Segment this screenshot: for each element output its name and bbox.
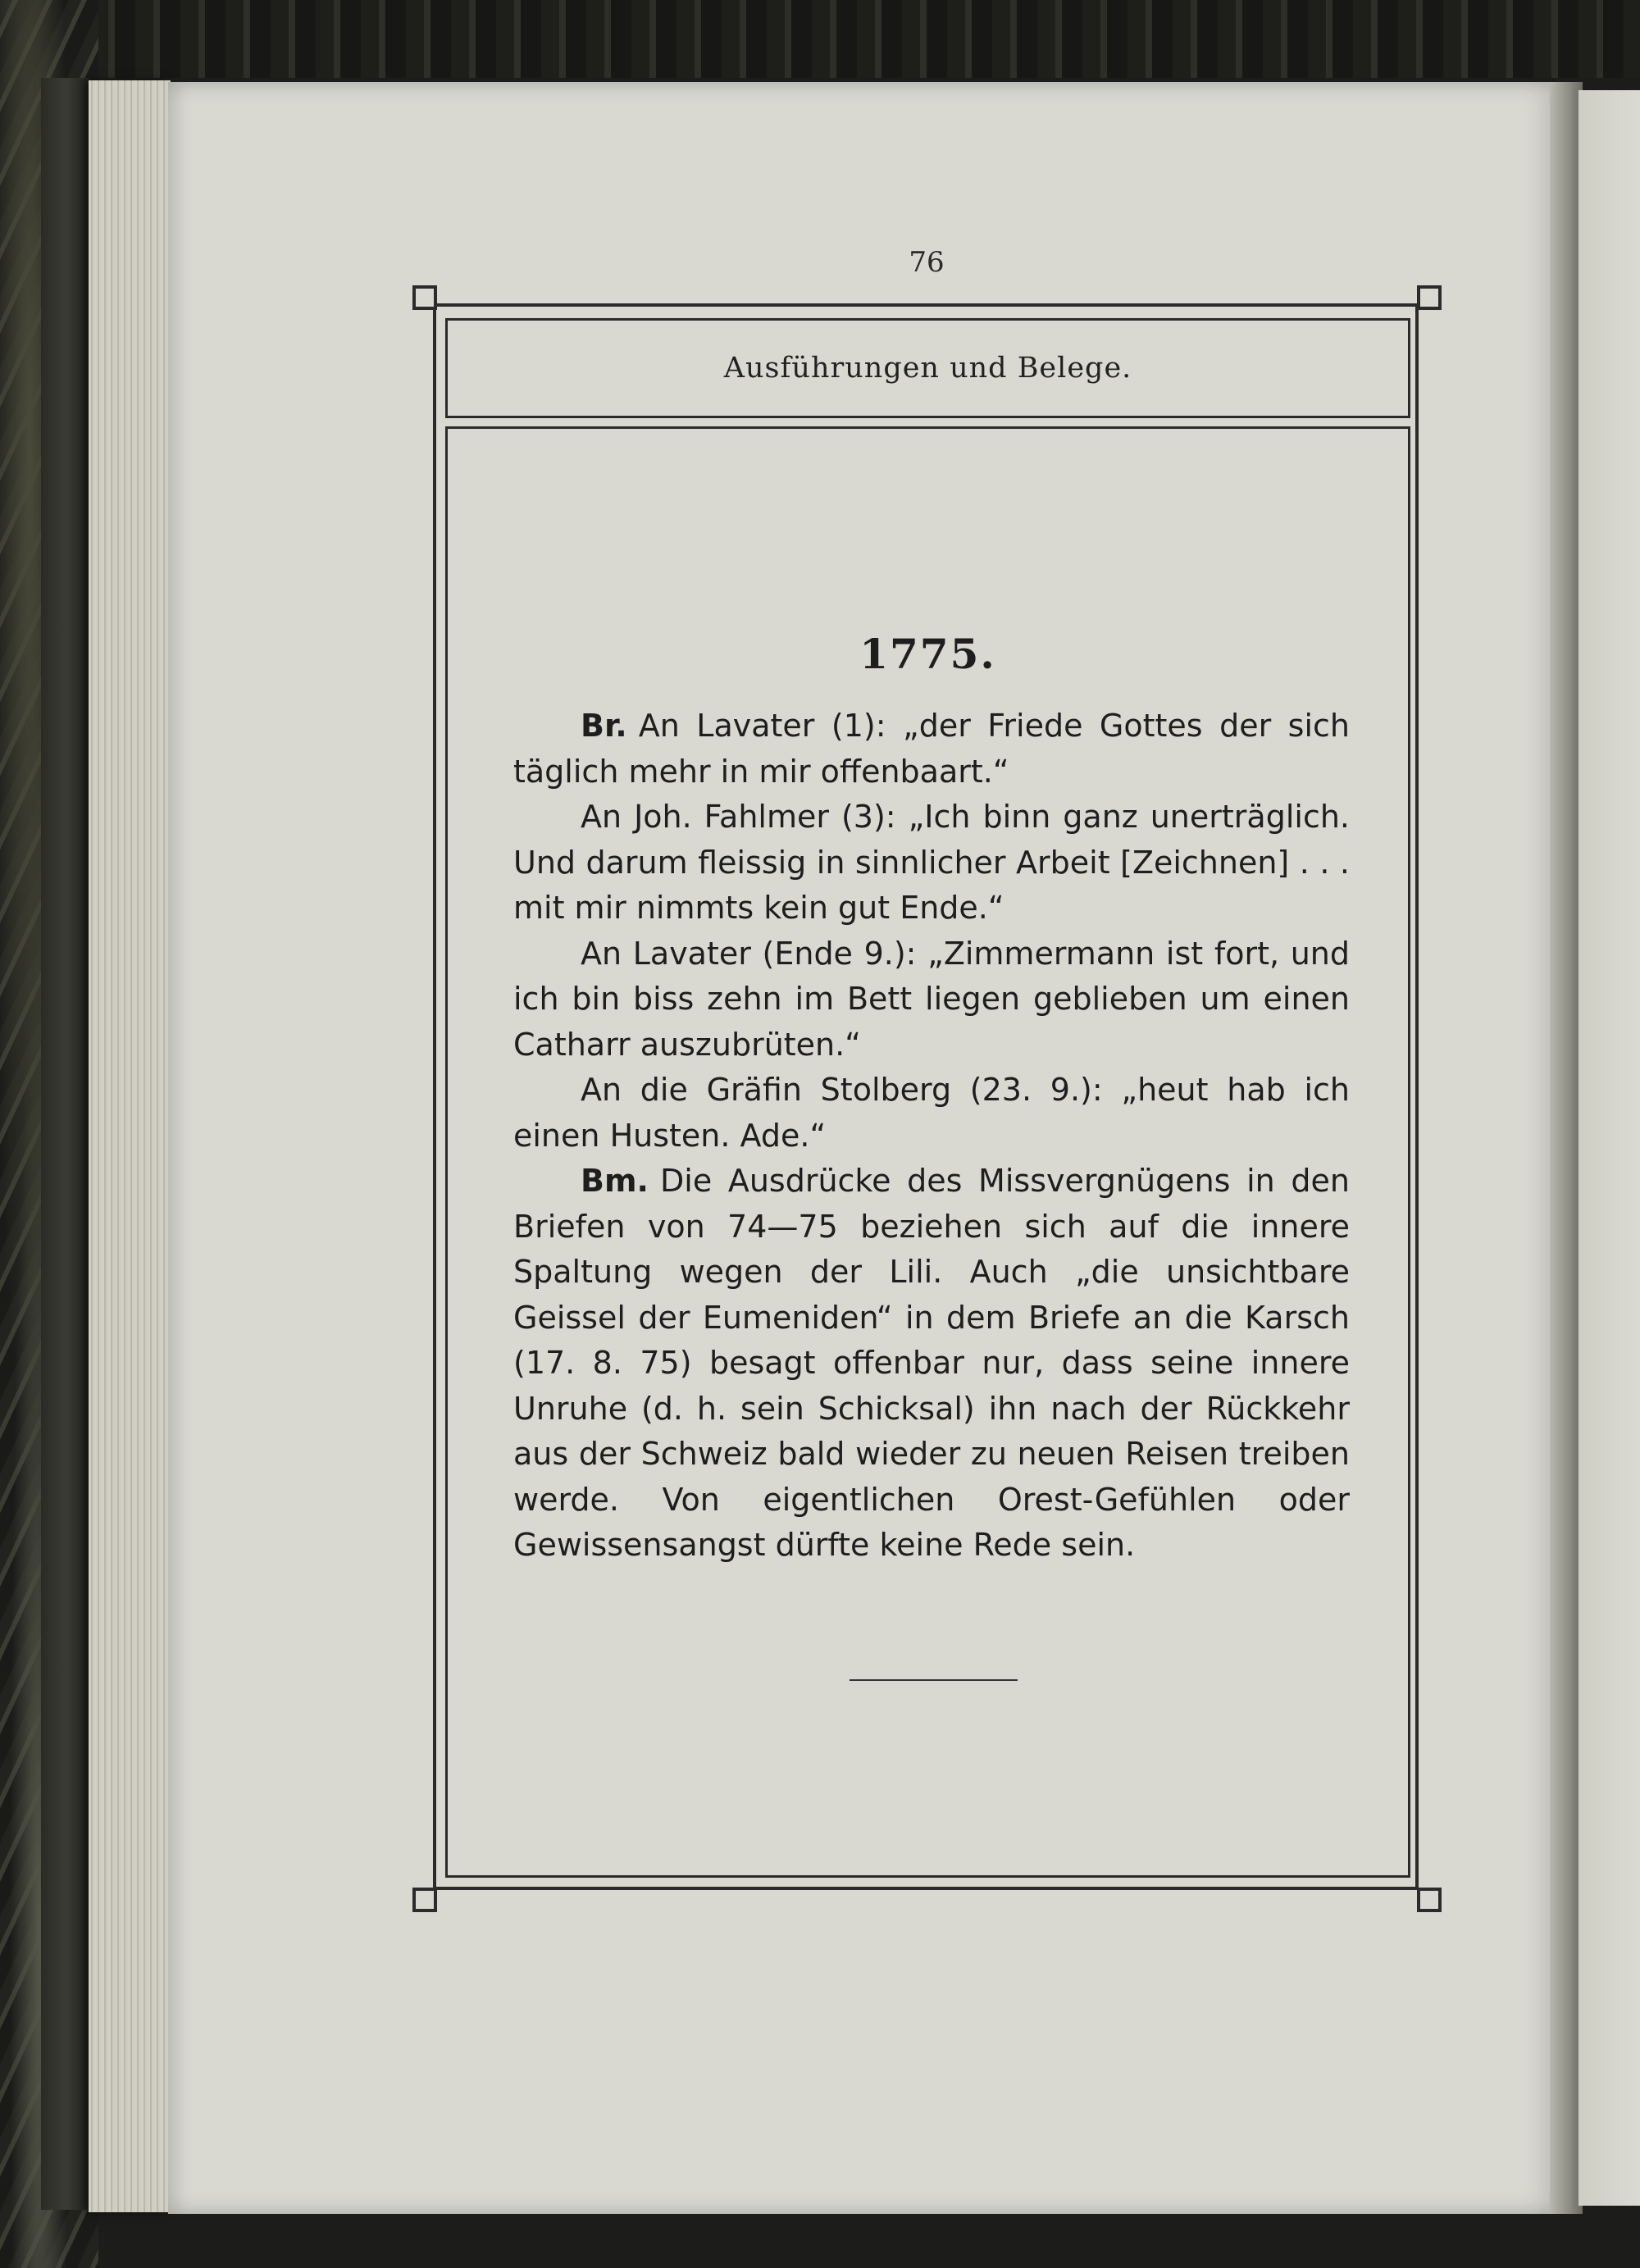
page-edges — [89, 80, 171, 2212]
paragraph-text: An Lavater (Ende 9.): „Zimmermann ist fort, und ich bin biss zehn im Bett liegen geblieben um einen Catharr auszubrüten.“ — [513, 935, 1350, 1063]
paragraph — [513, 931, 1350, 1068]
paragraph-text: An die Gräfin Stolberg (23. 9.): „heut hab ich einen Husten. Ade.“ — [513, 1072, 1350, 1154]
running-header — [445, 318, 1410, 418]
body-text — [513, 704, 1350, 1569]
page-number: 76 — [909, 246, 945, 279]
paragraph — [513, 1068, 1350, 1159]
paragraph — [513, 1159, 1350, 1569]
section-end-rule — [850, 1679, 1018, 1681]
book-cover-top — [0, 0, 1640, 78]
paragraph-tag: Br. — [581, 708, 627, 744]
content-frame — [445, 426, 1410, 1878]
book-spine — [41, 78, 90, 2210]
frame-corner-bottom-right — [1417, 1888, 1442, 1912]
paragraph-text: An Joh. Fahlmer (3): „Ich binn ganz unerträglich. Und darum fleissig in sinnlicher Arbeit [Zeichnen] . . . mit mir nimmts kein gut Ende.“ — [513, 799, 1350, 926]
section-year: 1775. — [859, 630, 996, 678]
page-gutter — [1550, 82, 1583, 2214]
frame-corner-bottom-left — [412, 1888, 437, 1912]
paragraph-text: Die Ausdrücke des Missvergnügens in den Briefen von 74—75 beziehen sich auf die innere Spaltung wegen der Lili. Auch „die unsichtbare Geissel der Eumeniden“ in dem Briefe an die Karsch (17. 8. 75) besagt offenbar nur, dass seine innere Unruhe (d. h. sein Schicksal) ihn nach der Rückkehr aus der Schweiz bald wieder zu neuen Reisen treiben werde. Von eigentlichen Orest-Gefühlen oder Gewissensangst dürfte keine Rede sein. — [513, 1163, 1350, 1563]
frame-corner-top-right — [1417, 285, 1442, 310]
frame-corner-top-left — [412, 285, 437, 310]
paragraph — [513, 704, 1350, 795]
paragraph — [513, 795, 1350, 931]
paragraph-text: An Lavater (1): „der Friede Gottes der sich täglich mehr in mir offenbaart.“ — [513, 708, 1350, 790]
next-page-edge — [1578, 90, 1640, 2206]
running-header-title: Ausführungen und Belege. — [723, 352, 1132, 385]
paragraph-tag: Bm. — [581, 1163, 649, 1199]
